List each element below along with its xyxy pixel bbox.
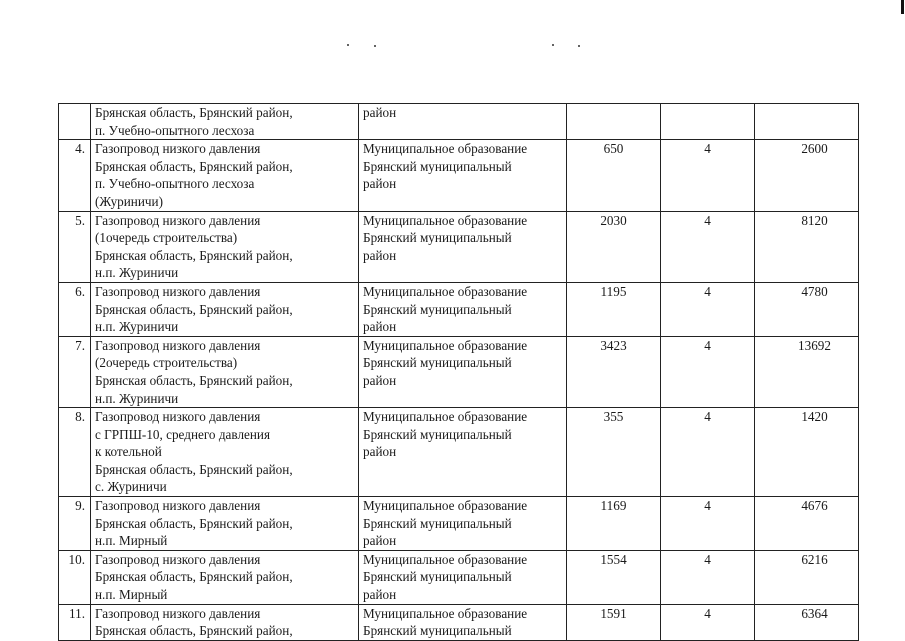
- row-number: 5.: [59, 211, 91, 282]
- length: 1169: [567, 497, 661, 551]
- row-number: 4.: [59, 140, 91, 211]
- owner: Муниципальное образование Брянский муниципальный район: [359, 336, 567, 407]
- owner: Муниципальное образование Брянский муниципальный: [359, 604, 567, 640]
- pipeline-name: Газопровод низкого давления Брянская область, Брянский район, н.п. Мирный: [91, 497, 359, 551]
- total: 1420: [755, 408, 859, 497]
- total: 6364: [755, 604, 859, 640]
- owner: Муниципальное образование Брянский муниципальный район: [359, 497, 567, 551]
- pipeline-name: Газопровод низкого давления (2очередь строительства) Брянская область, Брянский район, н.п. Журиничи: [91, 336, 359, 407]
- scan-edge-mark: [901, 0, 904, 14]
- length: 355: [567, 408, 661, 497]
- pipeline-name: Брянская область, Брянский район, п. Учебно-опытного лесхоза: [91, 104, 359, 140]
- length: 1554: [567, 550, 661, 604]
- row-number: 7.: [59, 336, 91, 407]
- table-row: [59, 211, 859, 282]
- total: [755, 104, 859, 140]
- table-row: [59, 550, 859, 604]
- total: 2600: [755, 140, 859, 211]
- table-row: [59, 336, 859, 407]
- table-row: [59, 140, 859, 211]
- owner: район: [359, 104, 567, 140]
- owner: Муниципальное образование Брянский муниципальный район: [359, 211, 567, 282]
- total: 4676: [755, 497, 859, 551]
- pipeline-name: Газопровод низкого давления Брянская область, Брянский район, п. Учебно-опытного лесхоза (Журиничи): [91, 140, 359, 211]
- length: 1591: [567, 604, 661, 640]
- length: [567, 104, 661, 140]
- pipeline-name: Газопровод низкого давления Брянская область, Брянский район, н.п. Мирный: [91, 550, 359, 604]
- table-row: [59, 408, 859, 497]
- count: 4: [661, 604, 755, 640]
- scan-speck: [374, 45, 376, 47]
- table-row: [59, 282, 859, 336]
- count: 4: [661, 211, 755, 282]
- table-row: [59, 497, 859, 551]
- table-row: [59, 604, 859, 640]
- owner: Муниципальное образование Брянский муниципальный район: [359, 408, 567, 497]
- pipeline-name: Газопровод низкого давления Брянская область, Брянский район, н.п. Журиничи: [91, 282, 359, 336]
- length: 1195: [567, 282, 661, 336]
- count: 4: [661, 140, 755, 211]
- pipeline-name: Газопровод низкого давления (1очередь строительства) Брянская область, Брянский район, н.п. Журиничи: [91, 211, 359, 282]
- length: 650: [567, 140, 661, 211]
- owner: Муниципальное образование Брянский муниципальный район: [359, 140, 567, 211]
- row-number: [59, 104, 91, 140]
- count: 4: [661, 408, 755, 497]
- scan-speck: [552, 44, 554, 46]
- total: 4780: [755, 282, 859, 336]
- scan-speck: [347, 44, 349, 46]
- count: 4: [661, 550, 755, 604]
- owner: Муниципальное образование Брянский муниципальный район: [359, 550, 567, 604]
- total: 13692: [755, 336, 859, 407]
- owner: Муниципальное образование Брянский муниципальный район: [359, 282, 567, 336]
- pipeline-name: Газопровод низкого давления Брянская область, Брянский район,: [91, 604, 359, 640]
- length: 3423: [567, 336, 661, 407]
- row-number: 8.: [59, 408, 91, 497]
- row-number: 9.: [59, 497, 91, 551]
- row-number: 11.: [59, 604, 91, 640]
- scan-specks: [0, 44, 905, 50]
- row-number: 6.: [59, 282, 91, 336]
- row-number: 10.: [59, 550, 91, 604]
- table-row: [59, 104, 859, 140]
- pipeline-name: Газопровод низкого давления с ГРПШ-10, среднего давления к котельной Брянская область, Брянский район, с. Журиничи: [91, 408, 359, 497]
- scan-speck: [578, 45, 580, 47]
- count: 4: [661, 497, 755, 551]
- length: 2030: [567, 211, 661, 282]
- count: 4: [661, 336, 755, 407]
- total: 6216: [755, 550, 859, 604]
- total: 8120: [755, 211, 859, 282]
- count: [661, 104, 755, 140]
- gas-pipeline-table: [58, 103, 859, 641]
- count: 4: [661, 282, 755, 336]
